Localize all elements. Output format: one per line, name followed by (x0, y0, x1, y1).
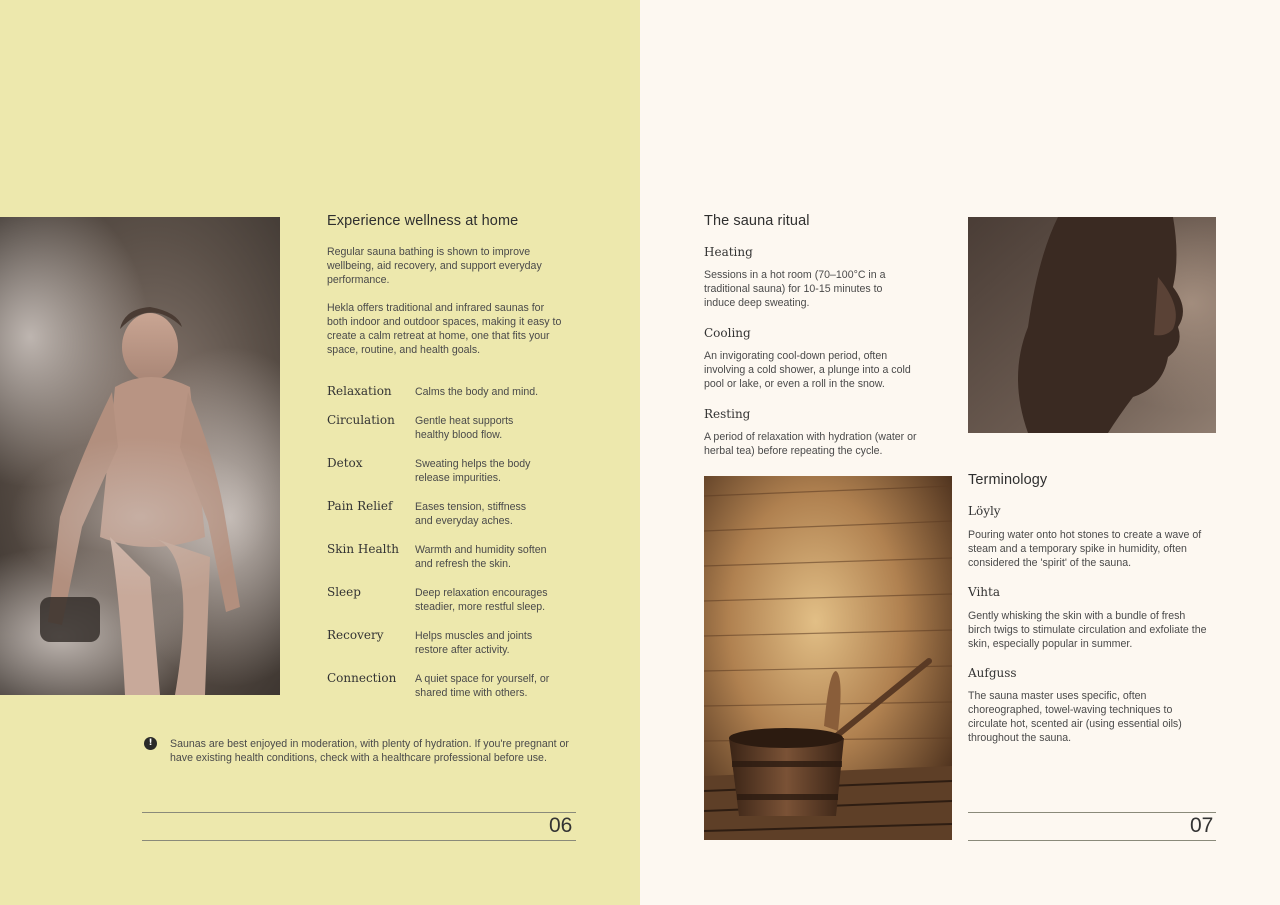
ritual-step-name: Cooling (704, 326, 751, 340)
term-description: The sauna master uses specific, often choreographed, towel-waving techniques to circulate hot, scented air (using essential oils) throughout the sauna. (968, 690, 1182, 744)
page-rule-bottom (968, 840, 1216, 841)
ritual-title: The sauna ritual (704, 213, 810, 229)
term-description: Gently whisking the skin with a bundle of fresh birch twigs to stimulate circulation and exfoliate the skin, especially popular in summer. (968, 610, 1207, 650)
benefit-description: A quiet space for yourself, or shared time with others. (415, 673, 550, 699)
hekla-paragraph: Hekla offers traditional and infrared saunas for both indoor and outdoor spaces, making it easy to create a calm retreat at home, one that fits your space, routine, and health goals. (327, 302, 562, 356)
benefit-name: Connection (327, 671, 397, 685)
page-number-right: 07 (1190, 814, 1214, 837)
benefit-description: Eases tension, stiffness and everyday aches. (415, 501, 527, 527)
page-rule-top (142, 812, 576, 813)
page-rule-bottom (142, 840, 576, 841)
benefit-name: Skin Health (327, 542, 399, 556)
page-rule-top (968, 812, 1216, 813)
benefit-description: Calms the body and mind. (415, 386, 539, 398)
sauna-bucket-photo (704, 476, 952, 840)
benefit-description: Sweating helps the body release impurities. (415, 458, 531, 484)
ritual-step-description: Sessions in a hot room (70–100°C in a traditional sauna) for 10-15 minutes to induce deep sweating. (704, 269, 886, 309)
benefit-description: Gentle heat supports healthy blood flow. (415, 415, 514, 441)
page-number-left: 06 (549, 814, 573, 837)
man-profile-photo (968, 217, 1216, 433)
benefit-description: Helps muscles and joints restore after activity. (415, 630, 533, 656)
benefit-name: Pain Relief (327, 499, 393, 513)
woman-in-steam-photo (0, 217, 280, 695)
ritual-step-name: Resting (704, 407, 751, 421)
terminology-title: Terminology (968, 472, 1048, 488)
term-name: Aufguss (968, 666, 1017, 680)
benefit-name: Relaxation (327, 384, 392, 398)
benefit-name: Detox (327, 456, 363, 470)
benefit-name: Circulation (327, 413, 395, 427)
benefit-name: Recovery (327, 628, 384, 642)
term-name: Vihta (968, 585, 1000, 599)
benefit-description: Warmth and humidity soften and refresh the skin. (415, 544, 547, 570)
term-name: Löyly (968, 504, 1001, 518)
benefit-description: Deep relaxation encourages steadier, more restful sleep. (415, 587, 548, 613)
term-description: Pouring water onto hot stones to create a wave of steam and a temporary spike in humidity, often considered the 'spirit' of the sauna. (968, 529, 1202, 569)
intro-paragraph: Regular sauna bathing is shown to improve wellbeing, aid recovery, and support everyday performance. (327, 246, 542, 286)
wellness-title: Experience wellness at home (327, 213, 519, 229)
ritual-step-description: An invigorating cool-down period, often involving a cold shower, a plunge into a cold pool or lake, or even a roll in the snow. (704, 350, 911, 390)
exclamation-icon: ! (144, 737, 157, 750)
health-notice: Saunas are best enjoyed in moderation, with plenty of hydration. If you're pregnant or have existing health conditions, check with a healthcare professional before use. (170, 738, 569, 764)
ritual-step-description: A period of relaxation with hydration (water or herbal tea) before repeating the cycle. (704, 431, 917, 457)
benefit-name: Sleep (327, 585, 361, 599)
ritual-step-name: Heating (704, 245, 753, 259)
